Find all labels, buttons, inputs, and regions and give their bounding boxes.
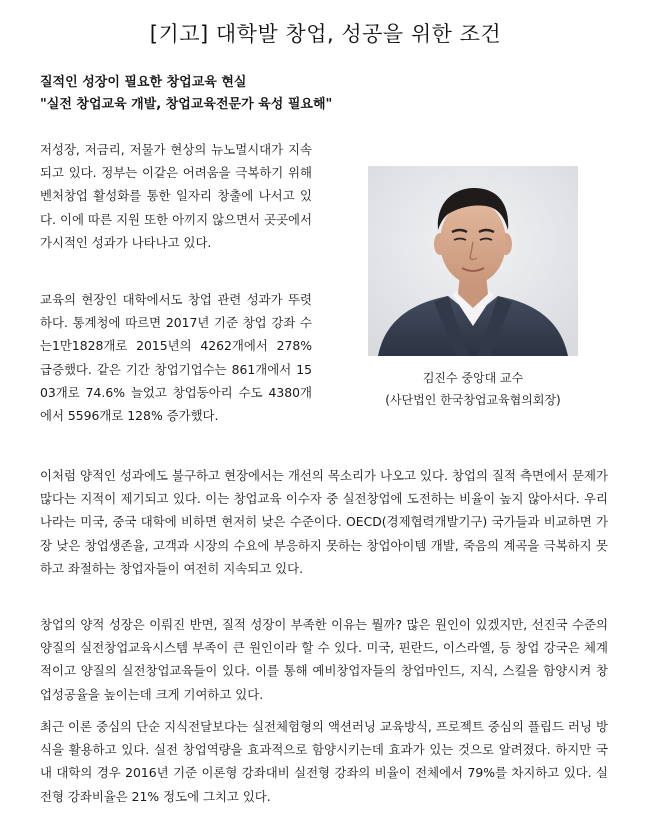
author-photo [368,166,578,356]
caption-name: 김진수 중앙대 교수 [422,371,524,385]
photo-caption [368,367,578,411]
paragraph-5: 최근 이론 중심의 단순 지식전달보다는 실전체험형의 액션러닝 교육방식, 프로젝트 중심의 플립드 러닝 방식을 활용하고 있다. 실전 창업역량을 효과적으로 함양시키는데 효과가 있는 것으로 알려졌다. 하지만 국내 대학의 경우 2016년 기준 이론형 강좌대비 실전형 강좌의 비율이 전체에서 79%를 차지하고 있다. 실전형 강좌비율은 21% 정도에 그치고 있다. [40,719,608,804]
article-subheading [40,72,332,116]
caption-affiliation: (사단법인 한국창업교육협의회장) [385,393,561,407]
portrait-illustration [368,166,578,356]
article-title: [기고] 대학발 창업, 성공을 위한 조건 [149,22,502,46]
paragraph-2: 교육의 현장인 대학에서도 창업 관련 성과가 뚜렷하다. 통계청에 따르면 2017년 기준 창업 강좌 수는1만1828개로 2015년의 4262개에서 278% 급증했다. 같은 기간 창업기업수는 861개에서 1503개로 74.6% 늘었고 창업동아리 수도 4380개에서 5596개로 128% 증가했다. [40,292,312,424]
paragraph-3: 이처럼 양적인 성과에도 불구하고 현장에서는 개선의 목소리가 나오고 있다. 창업의 질적 측면에서 문제가 많다는 지적이 제기되고 있다. 이는 창업교육 이수자 중 실전창업에 도전하는 비율이 높지 않아서다. 우리나라는 미국, 중국 대학에 비하면 현저히 낮은 수준이다. OECD(경제협력개발기구) 국가들과 비교하면 가장 낮은 창업생존율, 고객과 시장의 수요에 부응하지 못하는 창업아이템 개발, 죽음의 계곡을 극복하지 못하고 좌절하는 창업자들이 여전히 지속되고 있다. [40,468,608,576]
paragraph-4: 창업의 양적 성장은 이뤄진 반면, 질적 성장이 부족한 이유는 뭘까? 많은 원인이 있겠지만, 선진국 수준의 양질의 실전창업교육시스템 부족이 큰 원인이라 할 수 있다. 미국, 핀란드, 이스라엘, 등 창업 강국은 체계적이고 양질의 실전창업교육들이 있다. 이를 통해 예비창업자들의 창업마인드, 지식, 스킬을 함양시켜 창업성공율을 높이는데 크게 기여하고 있다. [40,617,608,702]
paragraph-1: 저성장, 저금리, 저물가 현상의 뉴노멀시대가 지속되고 있다. 정부는 이같은 어려움을 극복하기 위해 벤처창업 활성화를 통한 일자리 창출에 나서고 있다. 이에 따른 지원 또한 아끼지 않으면서 곳곳에서 가시적인 성과가 나타나고 있다. [40,142,312,250]
subheading-line-2: "실전 창업교육 개발, 창업교육전문가 육성 필요해" [40,97,333,112]
subheading-line-1: 질적인 성장이 필요한 창업교육 현실 [40,75,247,90]
